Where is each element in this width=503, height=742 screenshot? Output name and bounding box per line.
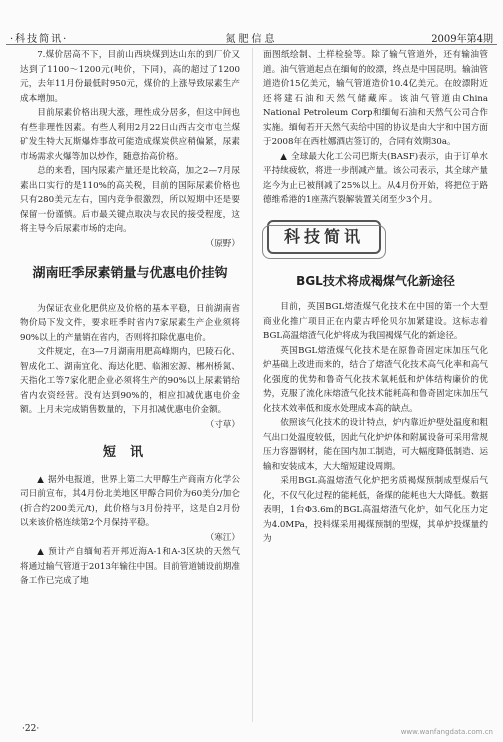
paragraph: 总的来看，国内尿素产量还是比较高，加之2—7月尿素出口实行的是110%的高关税，目前的国际尿素价格也只有280美元左右，国内竞争很激烈，所以短期中还是要保留一份谨慎。后市最关键点取决与农民的接受程度，这将主导今后尿素市场的走向。 xyxy=(20,166,240,234)
section-title: 短讯 xyxy=(102,445,157,460)
page-header xyxy=(6,30,497,45)
news-text: 全球最大化工公司巴斯夫(BASF)表示，由于订单水平持续疲软，将进一步削减产量。该公司表示，其全球产量迄今为止已被削减了25%以上。从4月份开始，将把位于路德维希港的1座蒸汽裂解装置关闭至少3个月。 xyxy=(263,151,489,205)
triangle-bullet-icon: ▲ xyxy=(280,151,287,162)
paragraph: 7.煤价居高不下，目前山西块煤到达山东的到厂价又达到了1100～1200元(吨价，下同)，高的超过了1200元，去年11月份最低时950元，煤价的上涨导致尿素生产成本增加。 xyxy=(20,50,240,104)
paragraph: 目前尿素价格出现大涨，理性成分居多，但这中间也有些非理性因素。有些人利用2月22日山西古交市屯兰煤矿发生特大瓦斯爆炸事故可能造成煤炭供应稍偏紧，尿素市场需求火爆等加以炒作，随意抬高价格。 xyxy=(20,108,240,162)
paragraph: 依照该气化技术的设计特点，炉内靠近炉壁处温度和粗气出口处温度较低，因此气化炉炉体和附属设备可采用常规压力容器钢材，能在国内加工制造，可大幅度降低制造、运输和安装成本，大大缩短建设周期。 xyxy=(263,418,488,472)
news-text: 据外电报道，世界上第二大甲醇生产商南方化学公司日前宣布，其4月份北美地区甲醇合同价为60美分/加仑(折合约200美元/t)，此价格与3月份持平，这是自2月份以来该价格连续第2个月保持平稳。 xyxy=(20,474,240,528)
issue-label: 2009年第4期 xyxy=(431,34,493,45)
paragraph: 英国BGL熔渣煤气化技术是在原鲁奇固定床加压气化炉基础上改进而来的，结合了熔渣气化技术高气化率和高气化强度的优势和鲁奇气化技术氧耗低和炉体结构廉价的优势，克服了流化床熔渣气化技术能耗高和鲁奇固定床加压气化技术效率低和废水处理成本高的缺点。 xyxy=(263,345,488,414)
news-text: 预计产自缅甸若开邦近海A-1和A-3区块的天然气将通过输气管道于2013年输往中国。目前管道铺设前期准备工作已完成了地 xyxy=(20,547,241,586)
site-watermark: www.wanfangdata.com.cn xyxy=(400,728,493,736)
page-number: ·22· xyxy=(22,724,40,734)
section-stamp-area xyxy=(263,214,488,270)
left-column xyxy=(20,48,240,589)
header-section-label: ·科技简讯· xyxy=(10,34,69,45)
triangle-bullet-icon: ▲ xyxy=(37,474,44,485)
paragraph: 采用BGL高温熔渣气化炉把劣质褐煤预制成型煤后气化，不仅气化过程的能耗低，备煤的能耗也大大降低。数据表明，1台Φ3.6m的BGL高温熔渣气化炉，如气化压力定为4.0MPa，投料煤采用褐煤预制的型煤，其单炉投煤量约为 xyxy=(263,476,488,544)
journal-name: 氮肥信息 xyxy=(225,34,278,45)
triangle-bullet-icon: ▲ xyxy=(37,547,45,557)
news-item xyxy=(263,150,488,208)
right-column xyxy=(263,48,488,547)
news-item xyxy=(20,473,240,531)
column-divider xyxy=(252,48,253,722)
article-title: BGL技术将成褐煤气化新途径 xyxy=(296,273,455,288)
news-item xyxy=(20,545,240,589)
source-credit: （原野） xyxy=(205,238,240,249)
paragraph: 面图纸绘制、土样检验等。除了输气管道外，还有输油管道。油气管道起点在缅甸的皎漂，终点是中国昆明。输油管道造价15亿美元，输气管道造价10.4亿美元。在皎漂附近还将建石油和天然气储藏库。该油气管道由China National Petroleum Corp和缅甸石油和天然气公司合作实施。缅甸若开天然气卖给中国的协议是由大宇和中国方面于2008年在西杜娜酒店签订的，合同有效期30a。 xyxy=(263,50,488,147)
paragraph: 为保证农业化肥供应及价格的基本平稳，日前湖南省物价局下发文件，要求旺季时省内7家尿素生产企业须将90%以上的产量销在省内，否则将扣除优惠电价。 xyxy=(20,303,240,343)
source-credit: （寒江） xyxy=(205,532,240,543)
section-stamp: 科技简讯 xyxy=(267,220,381,254)
paragraph: 文件规定，在3—7月湖南用肥高峰期内，巴陵石化、智成化工、湖南宜化、海达化肥、临湘宏源、郴州桥氮、天指化工等7家化肥企业必须将生产的90%以上尿素销给省内农资经营。没有达到90%的，相应扣减优惠电价金额。上月未完成销售数量的，下月扣减优惠电价金额。 xyxy=(20,347,240,415)
paragraph: 目前，英国BGL熔渣煤气化技术在中国的第一个大型商业化推广项目正在内蒙古呼伦贝尔加紧建设。这标志着BGL高温熔渣气化炉将成为我国褐煤气化的新途径。 xyxy=(263,302,488,341)
source-credit: （寸草） xyxy=(205,419,240,430)
article-title: 湖南旺季尿素销量与优惠电价挂钩 xyxy=(32,266,228,281)
